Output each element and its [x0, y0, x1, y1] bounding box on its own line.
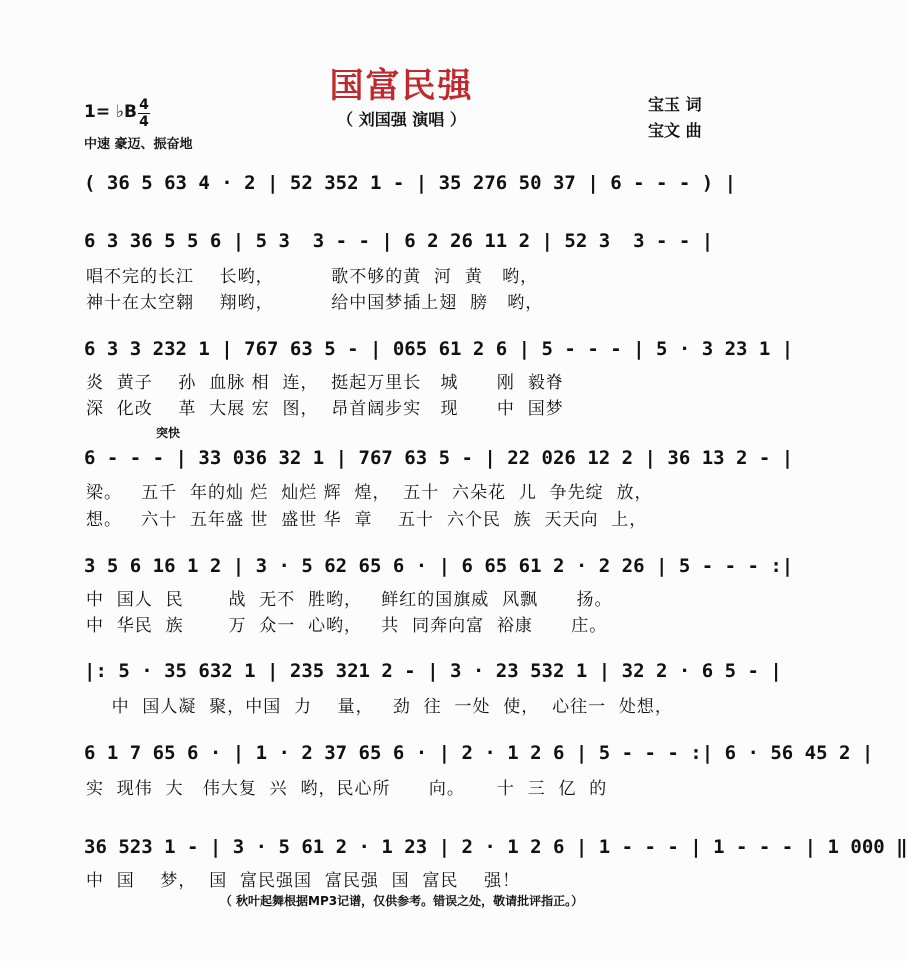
song-title: 国富民强: [329, 66, 474, 106]
lyric-line-2b: 神十在太空翱 翔哟， 给中国梦插上翅 膀 哟，: [86, 293, 544, 313]
tempo-change-marker: 突快: [156, 426, 181, 440]
notation-line-1: ( 36 5 63 4 · 2 | 52 352 1 - | 35 276 50 37 | 6 - - - ) |: [84, 172, 737, 194]
lyric-line-4b: 想。 六十 五年盛 世 盛世 华 章 五十 六个民 族 天天向 上，: [86, 510, 648, 530]
notation-line-5: 3 5 6 16 1 2 | 3 · 5 62 65 6 · | 6 65 61 2 · 2 26 | 5 - - - :|: [84, 555, 794, 577]
lyric-line-4a: 梁。 五千 年的灿 烂 灿烂 辉 煌， 五十 六朵花 儿 争先绽 放，: [86, 483, 653, 503]
lyric-line-6a: 中 国人凝 聚，中国 力 量， 劲 往 一处 使， 心往一 处想，: [86, 697, 673, 717]
lyric-line-7a: 实 现伟 大 伟大复 兴 哟，民心所 向。 十 三 亿 的: [86, 779, 608, 799]
time-sig-bottom: 4: [139, 114, 149, 130]
lyric-line-3b: 深 化改 革 大展 宏 图， 昂首阔步实 现 中 国梦: [86, 399, 564, 419]
notation-line-8: 36 523 1 - | 3 · 5 61 2 · 1 23 | 2 · 1 2 6 | 1 - - - | 1 - - - | 1 000 ‖: [84, 836, 908, 858]
time-sig-top: 4: [139, 97, 149, 113]
credits: [648, 92, 702, 144]
notation-line-6: |: 5 · 35 632 1 | 235 321 2 - | 3 · 23 532 1 | 32 2 · 6 5 - |: [84, 660, 782, 682]
notation-line-7: 6 1 7 65 6 · | 1 · 2 37 65 6 · | 2 · 1 2 6 | 5 - - - :| 6 · 56 45 2 |: [84, 742, 874, 764]
time-signature: [138, 98, 150, 129]
tempo-marking: 中速 豪迈、振奋地: [84, 137, 193, 152]
composer-credit: 宝文 曲: [648, 121, 702, 140]
lyric-line-8a: 中 国 梦， 国 富民强国 富民强 国 富民 强！: [86, 871, 521, 891]
lyric-line-3a: 炎 黄子 孙 血脉 相 连， 挺起万里长 城 刚 毅脊: [86, 373, 564, 393]
lyric-line-5b: 中 华民 族 万 众一 心哟， 共 同奔向富 裕康 庄。: [86, 616, 608, 636]
lyricist-credit: 宝玉 词: [648, 95, 702, 114]
transcription-note: （ 秋叶起舞根据MP3记谱，仅供参考。错误之处，敬请批评指正。）: [219, 894, 584, 908]
notation-line-3: 6 3 3 232 1 | 767 63 5 - | 065 61 2 6 | 5 - - - | 5 · 3 23 1 |: [84, 338, 794, 360]
notation-line-2: 6 3 36 5 5 6 | 5 3 3 - - | 6 2 26 11 2 | 52 3 3 - - |: [84, 230, 714, 252]
lyric-line-5a: 中 国人 民 战 无不 胜哟， 鲜红的国旗威 风飘 扬。: [86, 590, 613, 610]
lyric-line-2a: 唱不完的长江 长哟， 歌不够的黄 河 黄 哟，: [86, 267, 539, 287]
key-signature: 1= ♭B: [84, 102, 137, 122]
notation-line-4: 6 - - - | 33 036 32 1 | 767 63 5 - | 22 026 12 2 | 36 13 2 - |: [84, 447, 794, 469]
performer-line: （ 刘国强 演唱 ）: [337, 110, 466, 129]
